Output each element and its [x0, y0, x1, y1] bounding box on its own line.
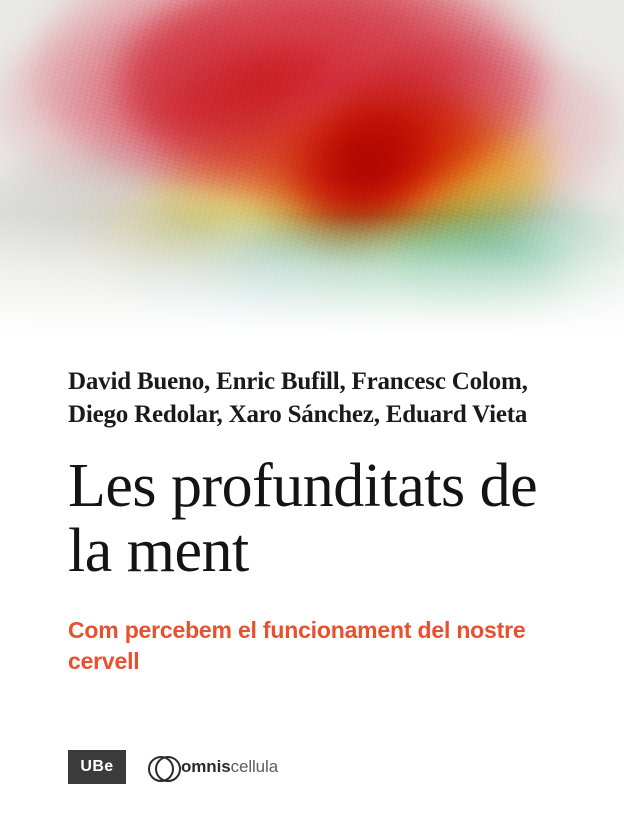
interlocking-rings-icon [148, 754, 174, 780]
logo-row [68, 750, 278, 784]
book-title: Les profunditats de la ment [68, 451, 538, 586]
omniscellula-wordmark-light: cellula [230, 757, 279, 776]
book-subtitle: Com percebem el funcionament del nostre cervell [68, 616, 526, 674]
omniscellula-wordmark [181, 757, 278, 777]
omniscellula-wordmark-bold: omnis [181, 757, 231, 776]
cover-text-area [0, 335, 624, 677]
author-list: David Bueno, Enric Bufill, Francesc Colom, Diego Redolar, Xaro Sánchez, Eduard Vieta [68, 368, 528, 429]
cover-artwork [0, 0, 624, 335]
ube-publisher-logo: UBe [68, 750, 126, 784]
omniscellula-logo [148, 754, 278, 780]
